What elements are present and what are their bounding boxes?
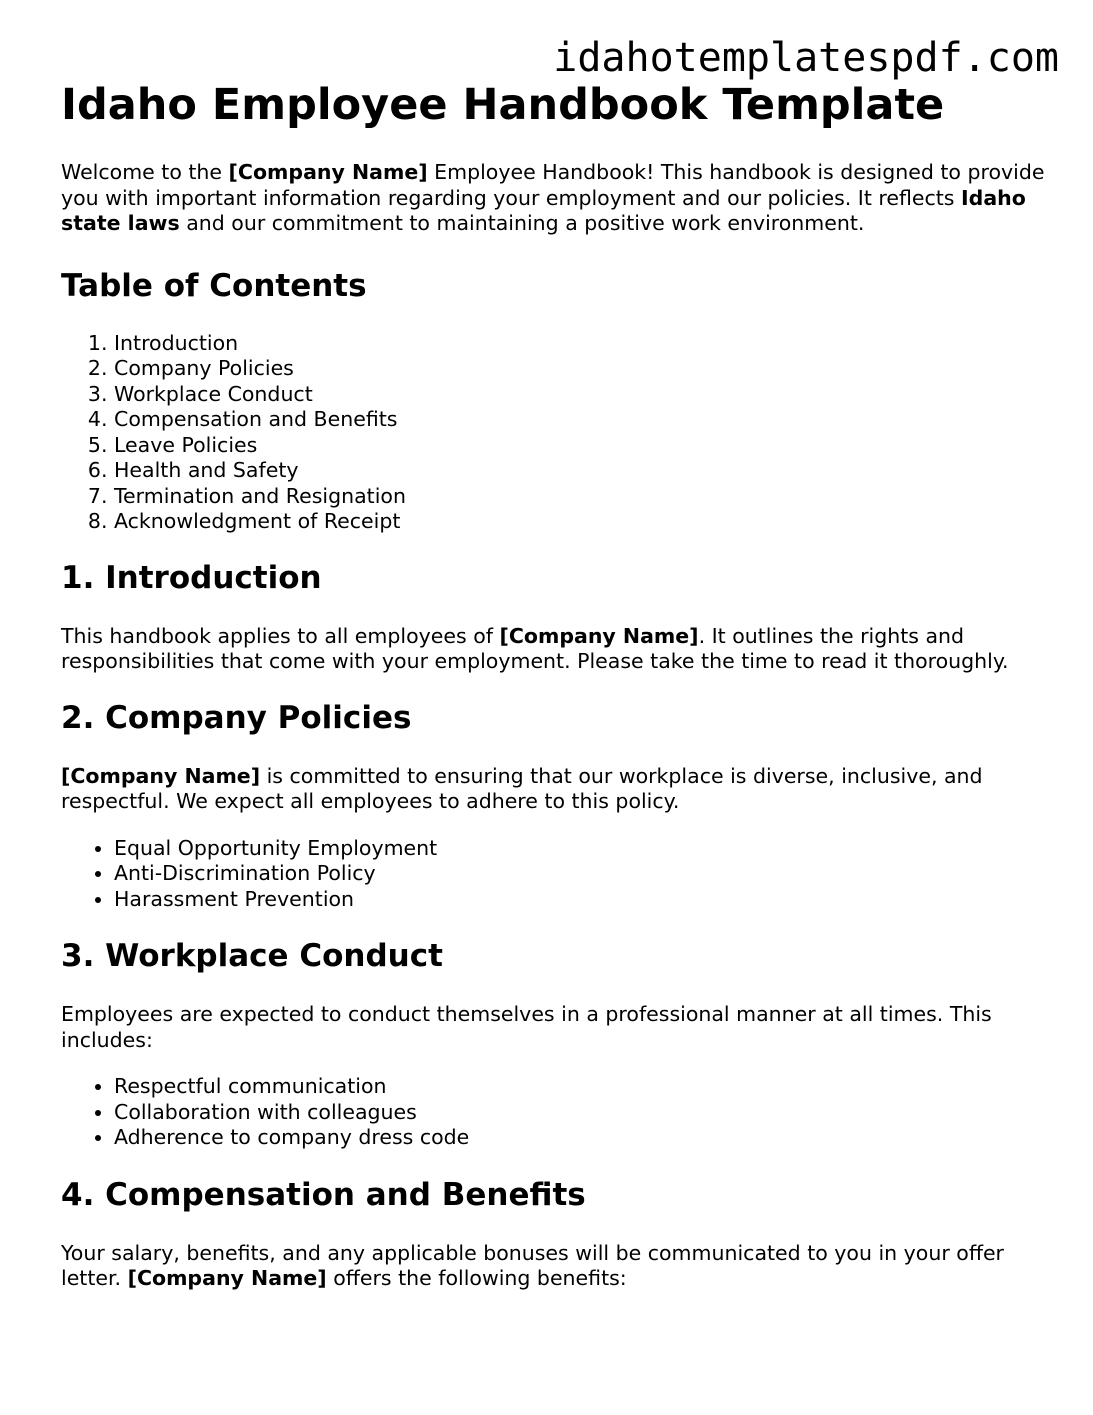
toc-item: 4. Compensation and Benefits [114, 407, 1051, 433]
page-title: Idaho Employee Handbook Template [61, 80, 945, 130]
list-item: • Equal Opportunity Employment [114, 836, 1051, 862]
document-page [61, 80, 1051, 1292]
section-heading-compensation-benefits: 4. Compensation and Benefits [61, 1176, 586, 1213]
toc-item: 5. Leave Policies [114, 433, 1051, 459]
list-item: • Anti-Discrimination Policy [114, 861, 1051, 887]
state-laws-emphasis: Idaho state laws [61, 185, 1026, 235]
watermark-site: idahotemplatespdf.com [553, 35, 1059, 81]
list-item: • Harassment Prevention [114, 887, 1051, 913]
list-item: • Respectful communication [114, 1074, 1051, 1100]
toc-list [61, 331, 1051, 535]
workplace-conduct-paragraph: Employees are expected to conduct themselves in a professional manner at all times. This includes: [61, 1002, 992, 1052]
company-name-placeholder: [Company Name] [499, 623, 699, 648]
toc-heading: Table of Contents [61, 267, 367, 304]
toc-item: 6. Health and Safety [114, 458, 1051, 484]
company-name-placeholder: [Company Name] [127, 1266, 327, 1290]
introduction-paragraph: This handbook applies to all employees of [Company Name]. It outlines the rights and responsibilities that come with your employment. Please take the time to read it thoroughly. [61, 623, 1009, 673]
toc-item: 3. Workplace Conduct [114, 382, 1051, 408]
toc-item: 1. Introduction [114, 331, 1051, 357]
section-heading-workplace-conduct: 3. Workplace Conduct [61, 938, 443, 974]
toc-item: 2. Company Policies [114, 356, 1051, 382]
company-name-placeholder: [Company Name] [228, 160, 428, 184]
toc-item: 8. Acknowledgment of Receipt [114, 509, 1051, 535]
company-policies-list [61, 836, 1051, 913]
list-item: • Adherence to company dress code [114, 1125, 1051, 1151]
toc-item: 7. Termination and Resignation [114, 484, 1051, 510]
intro-paragraph: Welcome to the [Company Name] Employee Handbook! This handbook is designed to provide you with important information regarding your employment and our policies. It reflects Idaho state laws and our commitment to maintaining a positive work environment. [61, 160, 1045, 235]
compensation-paragraph: Your salary, benefits, and any applicable bonuses will be communicated to you in your offer letter. [Company Name] offers the following benefits: [61, 1240, 1004, 1290]
list-item: • Collaboration with colleagues [114, 1100, 1051, 1126]
company-policies-paragraph: [Company Name] is committed to ensuring that our workplace is diverse, inclusive, and respectful. We expect all employees to adhere to this policy. [61, 763, 983, 813]
section-heading-company-policies: 2. Company Policies [61, 699, 412, 736]
section-heading-introduction: 1. Introduction [61, 559, 322, 596]
workplace-conduct-list [61, 1074, 1051, 1151]
company-name-placeholder: [Company Name] [61, 763, 261, 788]
